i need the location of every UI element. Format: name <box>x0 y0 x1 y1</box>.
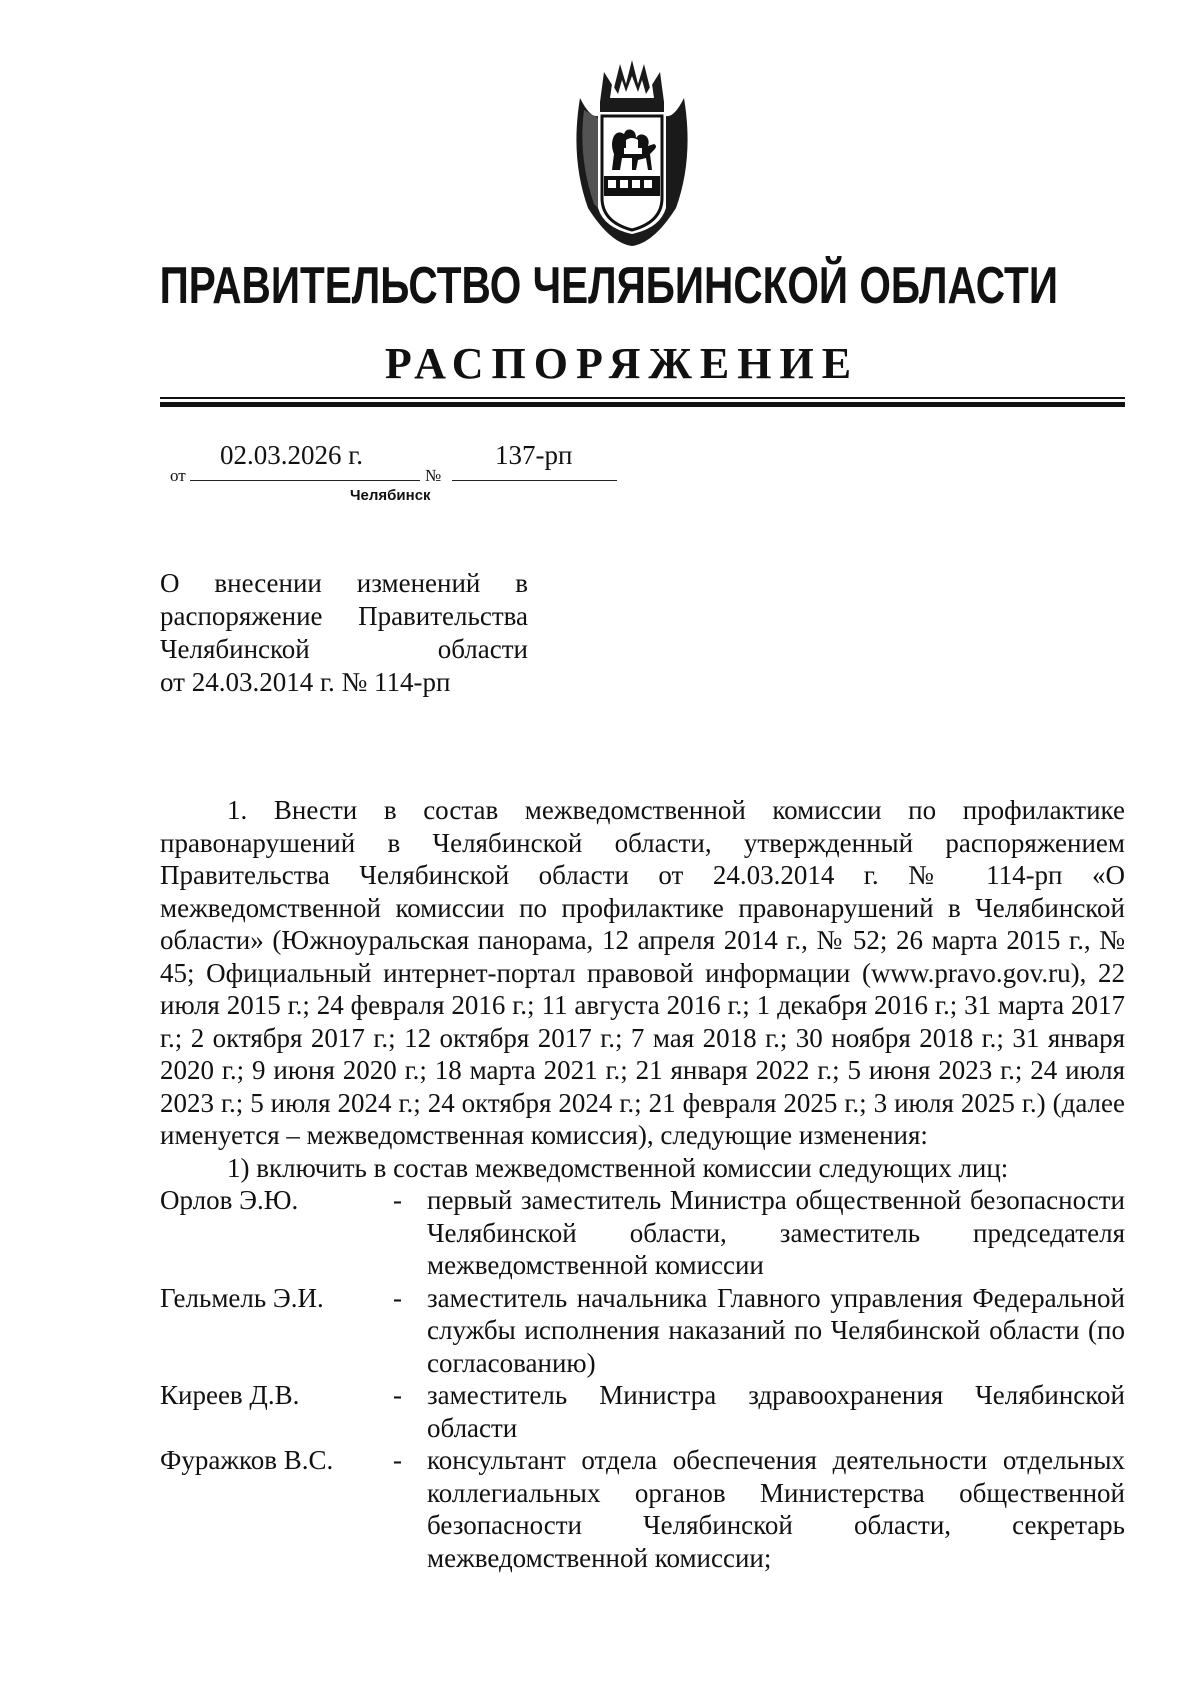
subject-line: О внесении изменений в <box>160 568 528 598</box>
document-subject <box>160 567 528 699</box>
subject-line: распоряжение Правительства <box>160 601 528 631</box>
person-dash: - <box>393 1282 402 1313</box>
person-position: консультант отдела обеспечения деятельности отдельных коллегиальных органов Министерства общественной безопасности Челябинской области, секретарь межведомственной комиссии; <box>427 1445 1125 1573</box>
person-name: Фуражков В.С. <box>160 1445 334 1475</box>
paragraph-1: 1. Внести в состав межведомственной комиссии по профилактике правонарушений в Челябинской области, утвержденный распоряжением Правительства Челябинской области от 24.03.2014 г. № 114-рп «О межведомственной комиссии по профилактике правонарушений в Челябинской области» (Южноуральская панорама, 12 апреля 2014 г., № 52; 26 марта 2015 г., № 45; Официальный интернет-портал правовой информации (www.pravo.gov.ru), 22 июля 2015 г.; 24 февраля 2016 г.; 11 августа 2016 г.; 1 декабря 2016 г.; 31 марта 2017 г.; 2 октября 2017 г.; 12 октября 2017 г.; 7 мая 2018 г.; 30 ноября 2018 г.; 31 января 2020 г.; 9 июня 2020 г.; 18 марта 2021 г.; 21 января 2022 г.; 5 июня 2023 г.; 24 июля 2023 г.; 5 июля 2024 г.; 24 октября 2024 г.; 21 февраля 2025 г.; 3 июля 2025 г.) (далее именуется – межведомственная комиссия), следующие изменения: <box>160 795 1125 1150</box>
person-row <box>160 1379 1125 1444</box>
subject-line: от 24.03.2014 г. № 114-рп <box>160 667 451 697</box>
person-name: Гельмель Э.И. <box>160 1282 324 1313</box>
person-dash: - <box>393 1185 402 1215</box>
person-row <box>160 1184 1125 1282</box>
subitem-1: 1) включить в состав межведомственной комиссии следующих лиц: <box>227 1152 1009 1183</box>
document-body <box>160 794 1125 1574</box>
person-dash: - <box>393 1445 402 1475</box>
document-number: 137-рп <box>495 440 573 470</box>
person-position: заместитель начальника Главного управления Федеральной службы исполнения наказаний по Челябинской области (по согласованию) <box>427 1282 1125 1378</box>
date-underline <box>190 480 420 481</box>
person-name: Киреев Д.В. <box>160 1380 300 1410</box>
header-rule-thin <box>160 397 1125 399</box>
issuing-city: Челябинск <box>350 487 431 504</box>
number-underline <box>452 480 617 481</box>
from-label: от <box>170 466 186 485</box>
person-row <box>160 1444 1125 1574</box>
subject-line: Челябинской области <box>160 634 528 664</box>
number-label: № <box>425 466 442 485</box>
person-row <box>160 1282 1125 1380</box>
coat-of-arms-emblem <box>570 58 694 248</box>
person-position: заместитель Министра здравоохранения Челябинской области <box>427 1380 1125 1443</box>
document-type-title: РАСПОРЯЖЕНИЕ <box>384 339 860 388</box>
person-name: Орлов Э.Ю. <box>160 1185 299 1215</box>
header-rule-thick <box>160 402 1125 407</box>
document-date: 02.03.2026 г. <box>220 440 364 470</box>
person-dash: - <box>393 1380 402 1410</box>
organization-title: ПРАВИТЕЛЬСТВО ЧЕЛЯБИНСКОЙ ОБЛАСТИ <box>159 257 1058 315</box>
person-position: первый заместитель Министра общественной безопасности Челябинской области, заместитель председателя межведомственной комиссии <box>427 1185 1125 1280</box>
